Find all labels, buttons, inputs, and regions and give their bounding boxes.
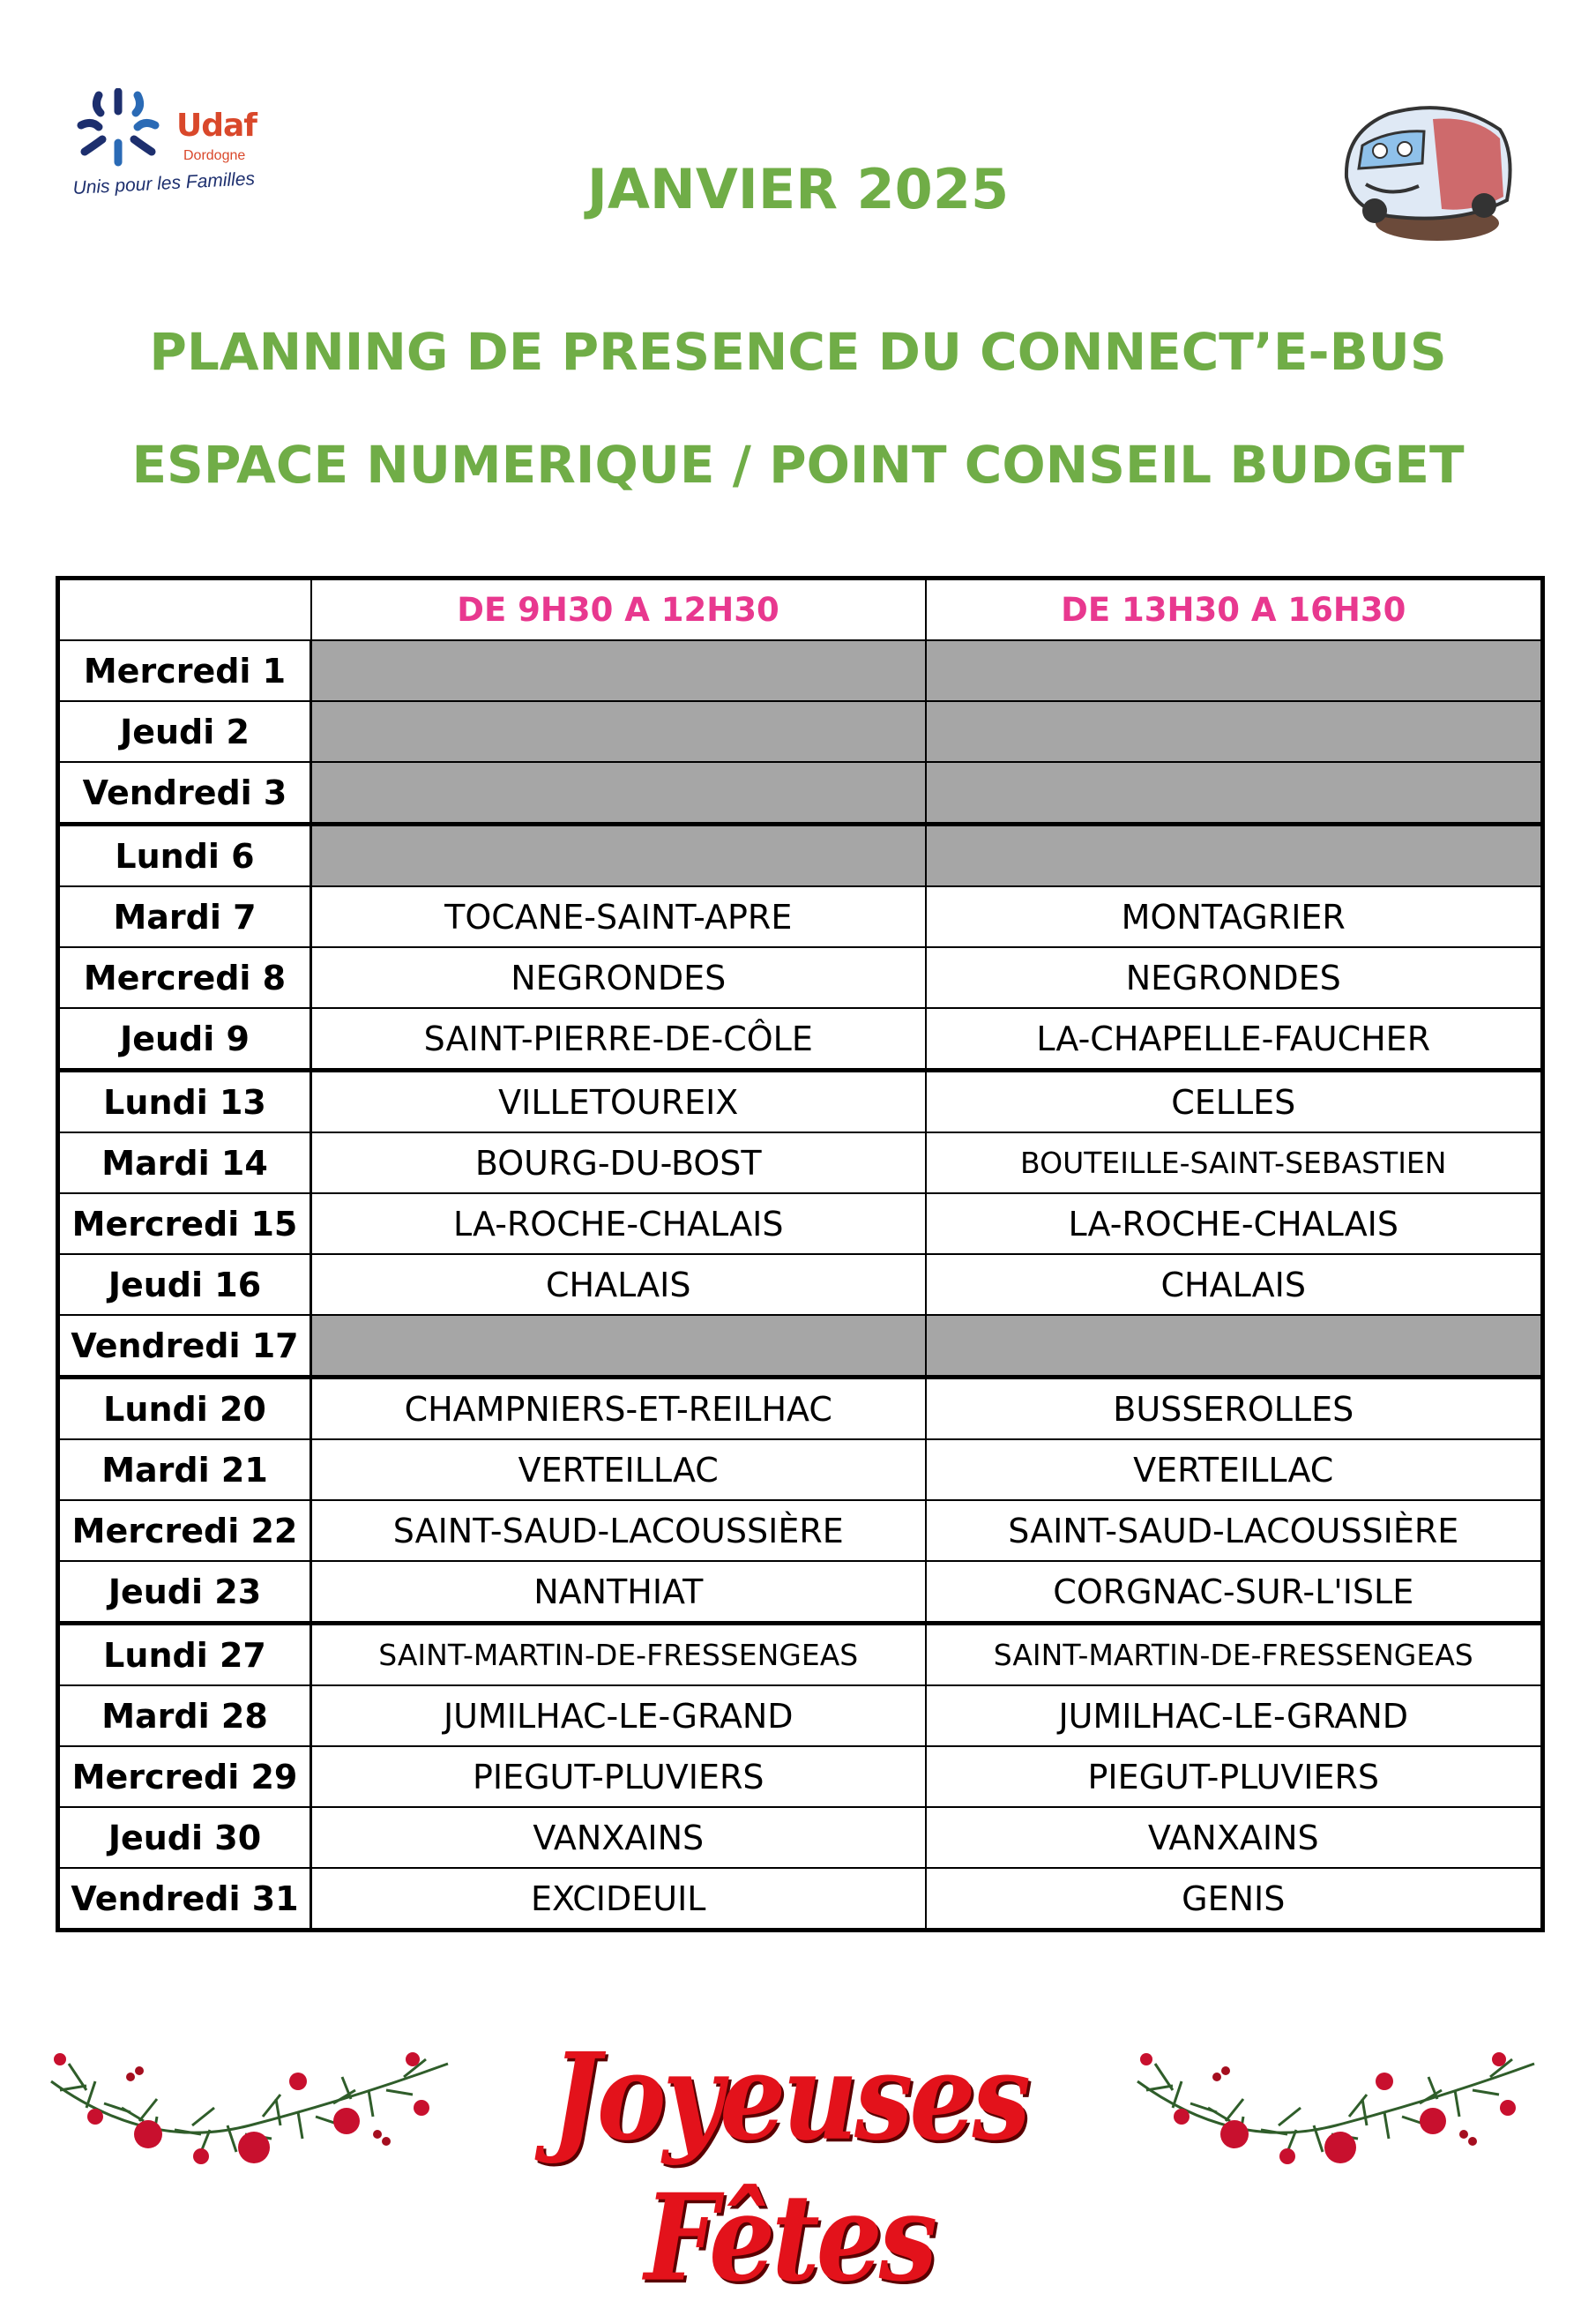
table-row	[58, 1378, 1543, 1440]
morning-cell-closed	[311, 1315, 926, 1378]
afternoon-town-cell: LA-ROCHE-CHALAIS	[926, 1193, 1543, 1254]
afternoon-town-cell: MONTAGRIER	[926, 886, 1543, 947]
table-header-row	[58, 579, 1543, 641]
table-row	[58, 1008, 1543, 1071]
day-cell: Jeudi 30	[58, 1807, 311, 1868]
day-cell: Mardi 28	[58, 1685, 311, 1746]
afternoon-town-cell: NEGRONDES	[926, 947, 1543, 1008]
afternoon-town-cell: VERTEILLAC	[926, 1439, 1543, 1500]
morning-cell-closed	[311, 701, 926, 762]
day-cell: Mardi 14	[58, 1132, 311, 1193]
table-row	[58, 640, 1543, 701]
morning-town-cell: SAINT-SAUD-LACOUSSIÈRE	[311, 1500, 926, 1561]
day-cell: Jeudi 9	[58, 1008, 311, 1071]
afternoon-cell-closed	[926, 762, 1543, 825]
afternoon-town-cell: BUSSEROLLES	[926, 1378, 1543, 1440]
table-row	[58, 701, 1543, 762]
table-row	[58, 886, 1543, 947]
christmas-garland-icon	[1129, 2028, 1543, 2205]
morning-cell-closed	[311, 825, 926, 887]
afternoon-cell-closed	[926, 1315, 1543, 1378]
morning-town-cell: VERTEILLAC	[311, 1439, 926, 1500]
table-row	[58, 1254, 1543, 1315]
morning-town-cell: JUMILHAC-LE-GRAND	[311, 1685, 926, 1746]
table-row	[58, 1746, 1543, 1807]
day-cell: Mercredi 29	[58, 1746, 311, 1807]
morning-town-cell: PIEGUT-PLUVIERS	[311, 1746, 926, 1807]
day-cell: Mardi 21	[58, 1439, 311, 1500]
morning-town-cell: CHALAIS	[311, 1254, 926, 1315]
day-cell: Jeudi 23	[58, 1561, 311, 1624]
afternoon-town-cell: CELLES	[926, 1071, 1543, 1133]
table-row	[58, 1439, 1543, 1500]
day-cell: Jeudi 16	[58, 1254, 311, 1315]
table-row	[58, 1315, 1543, 1378]
day-cell: Mercredi 8	[58, 947, 311, 1008]
table-row	[58, 1807, 1543, 1868]
afternoon-town-cell: PIEGUT-PLUVIERS	[926, 1746, 1543, 1807]
table-row	[58, 1500, 1543, 1561]
day-cell: Mardi 7	[58, 886, 311, 947]
afternoon-town-cell: CORGNAC-SUR-L'ISLE	[926, 1561, 1543, 1624]
afternoon-town-cell: GENIS	[926, 1868, 1543, 1931]
morning-cell-closed	[311, 640, 926, 701]
afternoon-town-cell: BOUTEILLE-SAINT-SEBASTIEN	[926, 1132, 1543, 1193]
table-row	[58, 1071, 1543, 1133]
afternoon-slot-header: DE 13H30 A 16H30	[926, 579, 1543, 641]
morning-town-cell: NEGRONDES	[311, 947, 926, 1008]
schedule-table	[56, 576, 1545, 1932]
month-title: JANVIER 2025	[586, 157, 1010, 221]
afternoon-town-cell: SAINT-MARTIN-DE-FRESSENGEAS	[926, 1624, 1543, 1686]
morning-town-cell: BOURG-DU-BOST	[311, 1132, 926, 1193]
morning-town-cell: LA-ROCHE-CHALAIS	[311, 1193, 926, 1254]
logo-brand: Udaf	[176, 108, 257, 144]
morning-town-cell: SAINT-MARTIN-DE-FRESSENGEAS	[311, 1624, 926, 1686]
table-row	[58, 1193, 1543, 1254]
table-row	[58, 1561, 1543, 1624]
service-title: ESPACE NUMERIQUE / POINT CONSEIL BUDGET	[131, 435, 1465, 495]
table-row	[58, 1624, 1543, 1686]
afternoon-town-cell: VANXAINS	[926, 1807, 1543, 1868]
table-row	[58, 1868, 1543, 1931]
day-cell: Lundi 20	[58, 1378, 311, 1440]
morning-slot-header: DE 9H30 A 12H30	[311, 579, 926, 641]
afternoon-town-cell: CHALAIS	[926, 1254, 1543, 1315]
day-cell: Vendredi 17	[58, 1315, 311, 1378]
logo-tagline: Unis pour les Familles	[72, 168, 256, 198]
table-row	[58, 825, 1543, 887]
afternoon-cell-closed	[926, 640, 1543, 701]
morning-town-cell: TOCANE-SAINT-APRE	[311, 886, 926, 947]
logo-sub: Dordogne	[183, 148, 246, 163]
day-cell: Mercredi 15	[58, 1193, 311, 1254]
table-row	[58, 1685, 1543, 1746]
morning-town-cell: NANTHIAT	[311, 1561, 926, 1624]
table-row	[58, 762, 1543, 825]
morning-town-cell: VANXAINS	[311, 1807, 926, 1868]
afternoon-town-cell: JUMILHAC-LE-GRAND	[926, 1685, 1543, 1746]
day-cell: Jeudi 2	[58, 701, 311, 762]
table-row	[58, 947, 1543, 1008]
day-cell: Vendredi 3	[58, 762, 311, 825]
table-row	[58, 1132, 1543, 1193]
morning-cell-closed	[311, 762, 926, 825]
christmas-garland-icon	[42, 2028, 457, 2205]
morning-town-cell: VILLETOUREIX	[311, 1071, 926, 1133]
morning-town-cell: CHAMPNIERS-ET-REILHAC	[311, 1378, 926, 1440]
afternoon-cell-closed	[926, 701, 1543, 762]
afternoon-town-cell: SAINT-SAUD-LACOUSSIÈRE	[926, 1500, 1543, 1561]
day-cell: Lundi 6	[58, 825, 311, 887]
planning-title: PLANNING DE PRESENCE DU CONNECT’E-BUS	[149, 322, 1447, 382]
morning-town-cell: EXCIDEUIL	[311, 1868, 926, 1931]
day-cell: Mercredi 1	[58, 640, 311, 701]
afternoon-town-cell: LA-CHAPELLE-FAUCHER	[926, 1008, 1543, 1071]
day-cell: Vendredi 31	[58, 1868, 311, 1931]
morning-town-cell: SAINT-PIERRE-DE-CÔLE	[311, 1008, 926, 1071]
corner-cell	[58, 579, 311, 641]
day-cell: Mercredi 22	[58, 1500, 311, 1561]
day-cell: Lundi 27	[58, 1624, 311, 1686]
day-cell: Lundi 13	[58, 1071, 311, 1133]
afternoon-cell-closed	[926, 825, 1543, 887]
greeting-text: Joyeuses Fêtes	[551, 2026, 1027, 2308]
